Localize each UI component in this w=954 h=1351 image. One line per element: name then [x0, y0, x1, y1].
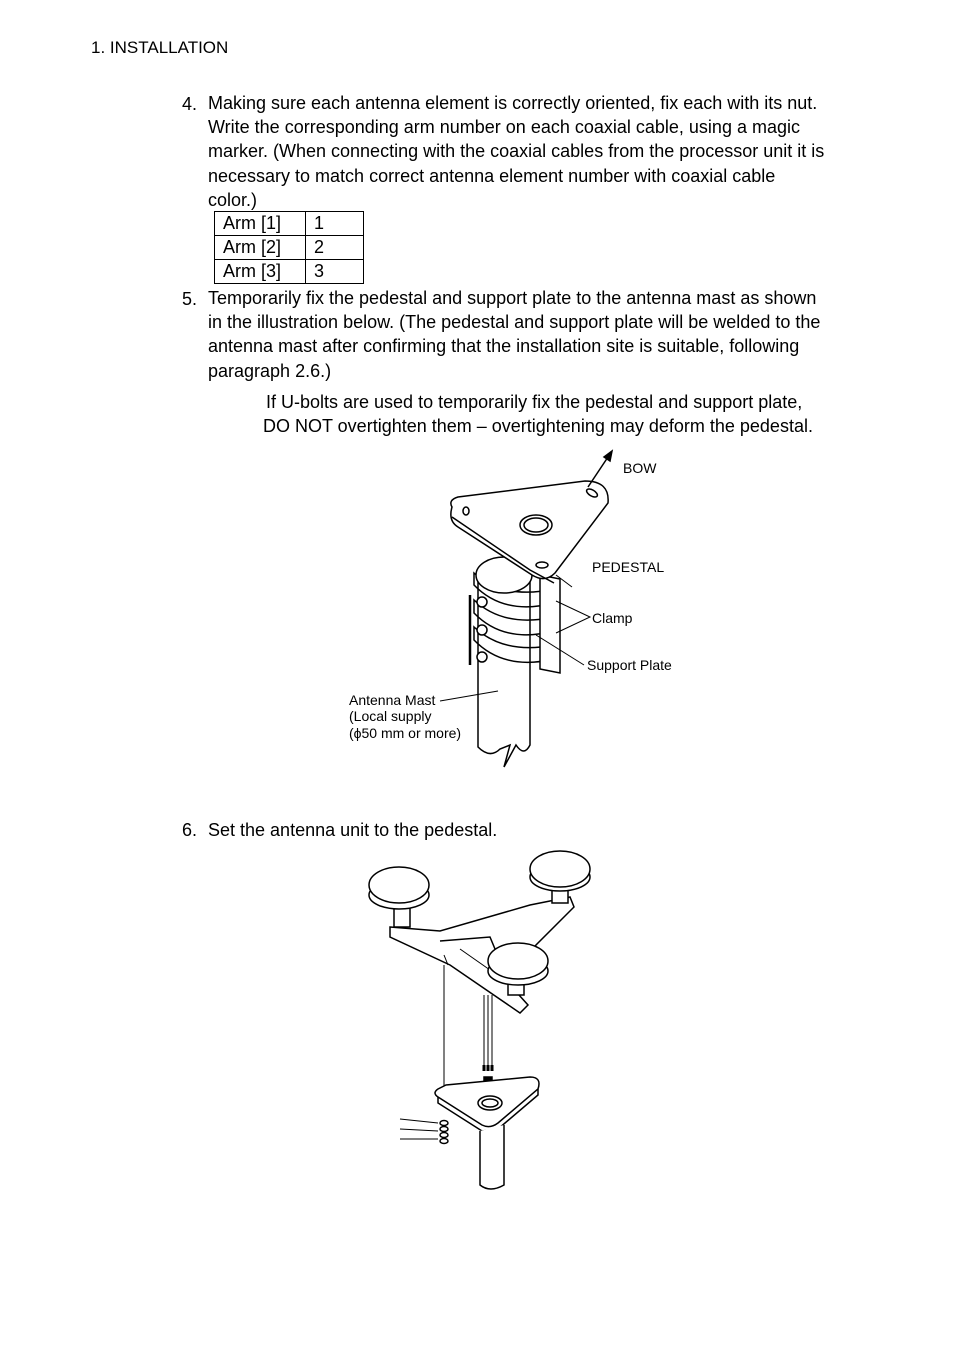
antenna-unit-figure: [360, 845, 600, 1195]
table-cell-arm: Arm [3]: [215, 260, 306, 284]
text-line: Set the antenna unit to the pedestal.: [208, 820, 498, 840]
label-support-plate: Support Plate: [587, 657, 672, 673]
text-line: Temporarily fix the pedestal and support plate to the antenna mast as shown: [208, 288, 817, 308]
text-line: Write the corresponding arm number on each coaxial cable, using a magic: [208, 117, 800, 138]
table-row: [215, 236, 364, 260]
table-cell-number: 3: [306, 260, 364, 284]
text-line: marker. (When connecting with the coaxial cables from the processor unit it is: [208, 141, 825, 162]
step-5-number: 5.: [182, 289, 198, 309]
arm-number-table: [214, 211, 364, 284]
section-header: 1. INSTALLATION: [91, 38, 229, 57]
pedestal-mast-figure: [340, 445, 700, 780]
step-4-number: 4.: [182, 94, 198, 114]
table-cell-number: 1: [306, 212, 364, 236]
step-6-number: 6.: [182, 820, 198, 840]
step-5-text: [208, 286, 848, 383]
text-line: necessary to match correct antenna element number with coaxial cable: [208, 165, 776, 186]
table-cell-arm: Arm [1]: [215, 212, 306, 236]
label-mast-2: (Local supply: [349, 708, 432, 724]
text-line: color.): [208, 189, 258, 210]
table-cell-arm: Arm [2]: [215, 236, 306, 260]
text-line: antenna mast after confirming that the installation site is suitable, following: [208, 336, 800, 357]
label-clamp: Clamp: [592, 610, 633, 626]
label-mast-1: Antenna Mast: [349, 692, 436, 708]
step-6-text: [208, 818, 848, 842]
caution-note: [263, 390, 863, 438]
text-line: Making sure each antenna element is correctly oriented, fix each with its nut.: [208, 93, 818, 113]
label-bow: BOW: [623, 460, 657, 476]
text-line: in the illustration below. (The pedestal and support plate will be welded to the: [208, 312, 821, 333]
label-mast-3: (ϕ50 mm or more): [349, 725, 462, 741]
table-row: [215, 212, 364, 236]
table-cell-number: 2: [306, 236, 364, 260]
step-4-text: [208, 91, 848, 212]
table-row: [215, 260, 364, 284]
note-line: If U-bolts are used to temporarily fix the pedestal and support plate,: [266, 392, 803, 412]
note-line: DO NOT overtighten them – overtightening may deform the pedestal.: [263, 416, 813, 436]
text-line: paragraph 2.6.): [208, 360, 332, 381]
label-pedestal: PEDESTAL: [592, 559, 665, 575]
